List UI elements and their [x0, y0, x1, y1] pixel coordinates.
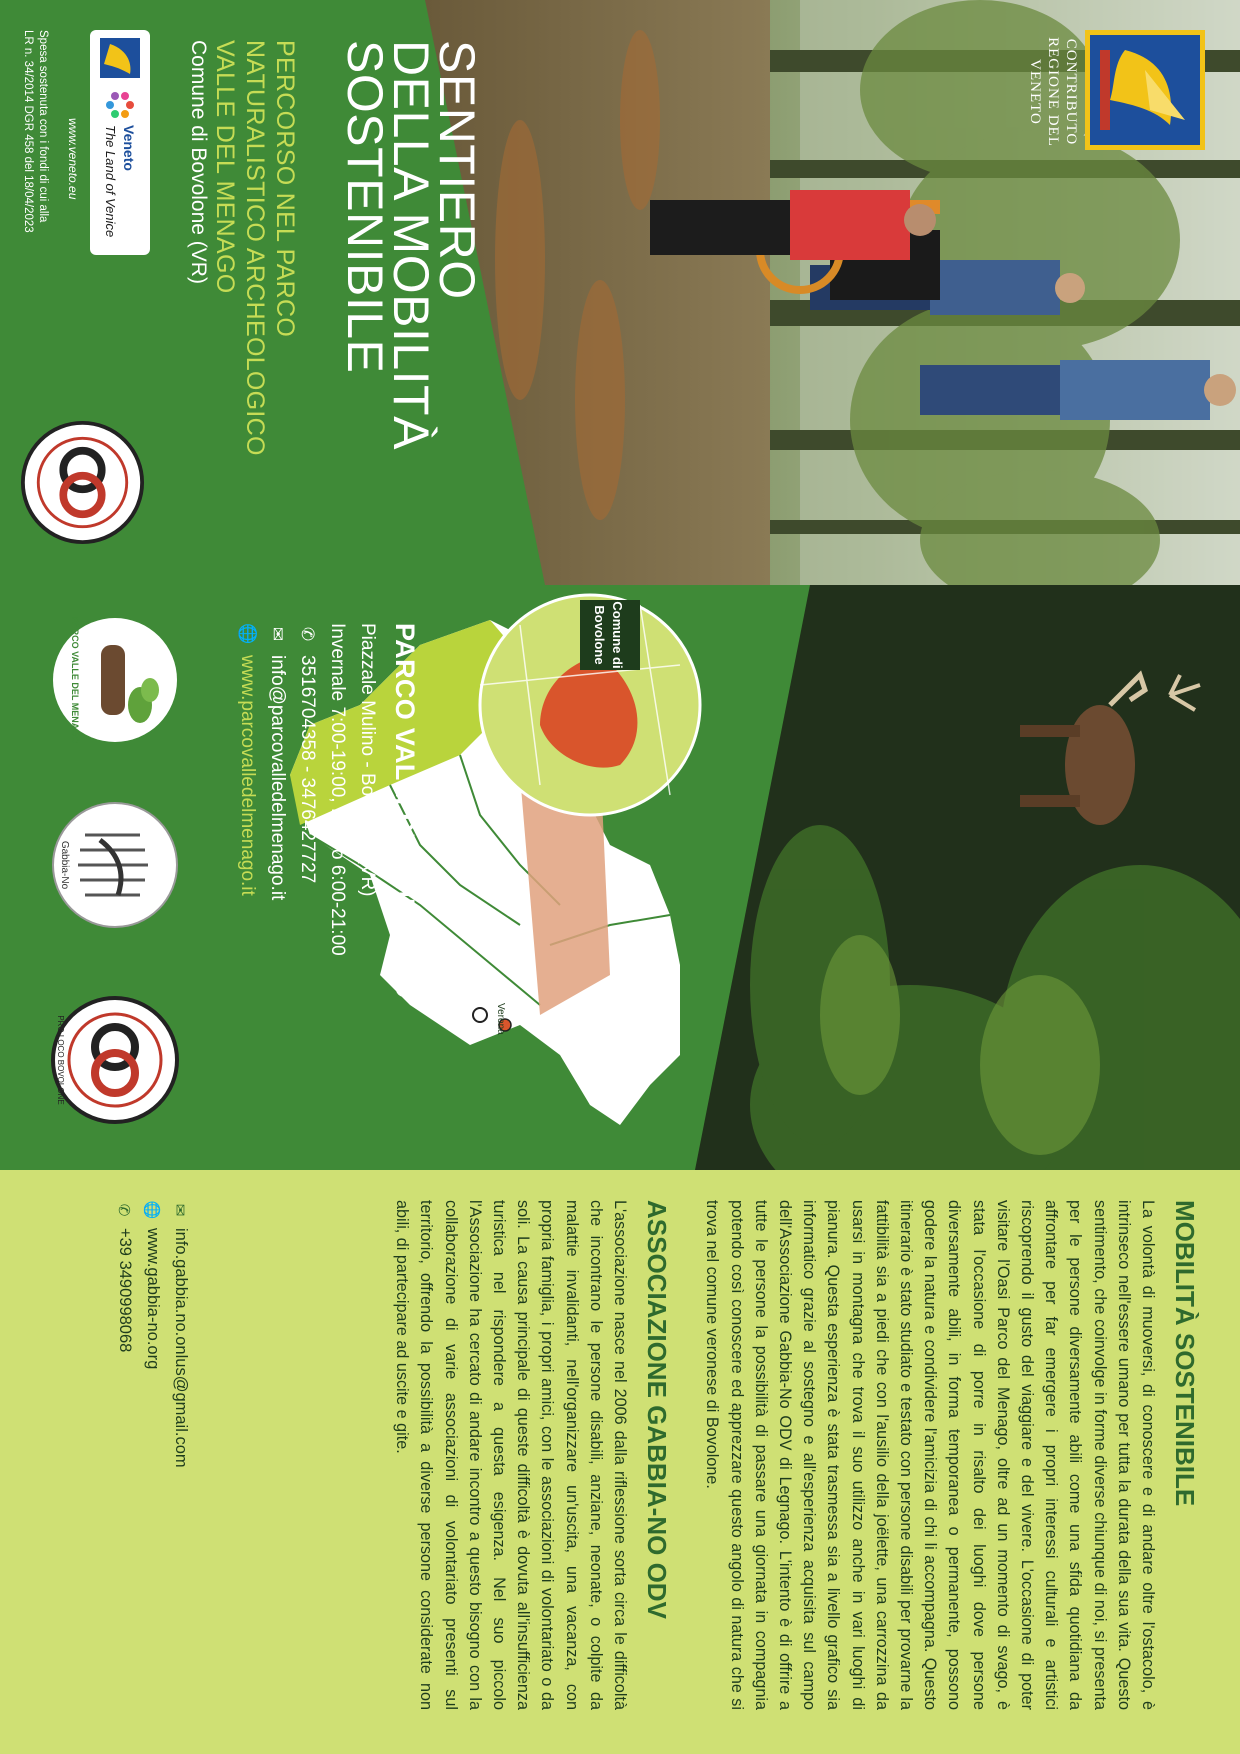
gabbia-phone-row: [115, 1200, 134, 1352]
gabbia-phone: +39 3490998068: [116, 1228, 134, 1353]
globe-icon: 🌐: [238, 623, 257, 645]
parco-name: PARCO VALLI DEL MENAGO: [390, 623, 420, 999]
cover-comune: Comune di Bovolone (VR): [187, 40, 210, 284]
pro-loco-logo: [50, 995, 180, 1125]
comune-label-line2: Bovolone: [592, 605, 607, 665]
funding-note-line: Spesa sostenuta con i fondi di cui alla: [37, 30, 49, 223]
contributo-regione-text: [1026, 22, 1080, 162]
regione-veneto-logo: [1085, 30, 1205, 150]
cover-subtitle-line: PERCORSO NEL PARCO: [271, 40, 299, 338]
verona-marker: [473, 1008, 487, 1022]
cover-title-line: DELLA MOBILITÀ: [383, 40, 439, 450]
cover-title-line: SENTIERO: [429, 40, 485, 300]
gabbia-email-row: [171, 1200, 190, 1468]
envelope-icon: ✉: [171, 1203, 189, 1217]
parco-email-row: [266, 623, 288, 900]
land-of-venice-logo: [90, 30, 150, 255]
text-panel: [0, 1170, 1240, 1754]
gabbia-website: www.gabbia-no.org: [144, 1228, 162, 1370]
paragraph-associazione: L'associazione nasce nel 2006 dalla riflessione sorta circa le difficoltà che incontrano le persone disabili, anziane, neonate, o colpite da malattie invalidanti, nell'organizzare un'uscita, una vacanza, con propria famiglia, i propri amici, con le associazioni di volontariato o da soli. La causa principale di queste difficoltà è dovuta all'insufficienza turistica nel rispondere a questa esigenza. Nel suo piccolo l'Associazione ha cercato di andare incontro a questo bisogno con la collaborazione di varie associazioni di volontariato presenti sul territorio, offrendo la possibilità a diverse persone considerate non abili, di partecipare ad uscite e gite.: [393, 1200, 629, 1710]
phone-icon: ✆: [115, 1203, 133, 1217]
verona-label: Verona: [495, 1003, 506, 1035]
gabbia-email: info.gabbia.no.onlus@gmail.com: [172, 1228, 190, 1468]
parco-web-row: [236, 623, 258, 896]
cover-title-line: SOSTENIBILE: [337, 40, 393, 374]
parco-logo-text: PARCO VALLE DEL MENAGO: [70, 616, 80, 744]
funding-note: [20, 30, 50, 330]
phone-icon: ✆: [298, 626, 317, 642]
regione-line: REGIONE DEL VENETO: [1027, 37, 1061, 147]
comune-label-line1: Comune di: [610, 601, 625, 669]
pro-loco-logo: [20, 420, 145, 545]
globe-icon: 🌐: [143, 1200, 161, 1220]
parco-email: info@parcovalledelmenago.it: [267, 655, 288, 901]
paragraph-mobilita: La volontà di muoversi, di conoscere e di andare oltre l'ostacolo, è intrinseco nell'essere umano per tutta la durata della sua vita. Questo sentimento, che coinvolge in forme diverse chiunque di noi, si presenta per le persone diversamente abili come una sfida quotidiana da affrontare per far emergere i propri interessi culturali e artistici riscoprendo il gusto del viaggiare e del vivere. L'occasione di poter visitare l'Oasi Parco del Menago, oltre ad un momento di svago, è stata l'occasione di porre in risalto dei luoghi dove persone diversamente abili, in forma temporanea o permanente, possono godere la natura e condividere l'amicizia di chi li accompagna. Questo itinerario è stato studiato e testato con persone disabili per provarne la fattibilità sia a piedi che con l'ausilio della joëlette, una carrozzina da usarsi in montagna che trova il suo utilizzo anche in vari luoghi di pianura. Questa esperienza è stata trasmessa sia a livello grafico sia informatico grazie al sostegno e all'esperienza acquisita sul campo dell'Associazione Gabbia-No ODV di Legnago. L'intento è di offrire a tutte le persone la possibilità di passare una giornata in compagnia potendo così conoscere ed apprezzare questo angolo di natura che si trova nel comune veronese di Bovolone.: [703, 1200, 1157, 1710]
parco-hours: Invernale 7:00-19:00, Estivo 6:00-21:00: [327, 623, 348, 956]
gabbia-logo-text: Gabbia-No: [59, 840, 70, 890]
envelope-icon: ✉: [268, 626, 287, 642]
contributo-line: CONTRIBUTO: [1063, 38, 1079, 146]
cover-subtitle-line: VALLE DEL MENAGO: [211, 40, 239, 294]
cover-title: [337, 40, 485, 560]
veneto-url: www.veneto.eu: [66, 118, 80, 200]
funding-note-line: LR n. 34/2014 DGR 458 del 18/04/2023: [22, 30, 34, 233]
heading-associazione: ASSOCIAZIONE GABBIA-NO ODV: [642, 1200, 672, 1619]
land-logo-tagline: The Land of Venice: [103, 125, 118, 238]
region-map: [0, 585, 1240, 1170]
parco-valle-menago-logo: [50, 615, 180, 745]
gabbia-web-row: [143, 1200, 162, 1369]
parco-address: Piazzale Mulino - Bovolone (VR): [357, 623, 378, 897]
cover-panel: [0, 0, 1240, 585]
land-logo-veneto: Veneto: [121, 125, 137, 171]
heading-mobilita: MOBILITÀ SOSTENIBILE: [1170, 1200, 1200, 1507]
cover-subtitle-line: NATURALISTICO ARCHEOLOGICO: [241, 40, 269, 456]
parco-phone: 3516704358 - 3476427727: [297, 655, 318, 884]
gabbia-no-logo: [50, 800, 180, 930]
prococo-logo-text: PRO LOCO BOVOLONE: [56, 1015, 65, 1105]
parco-website: www.parcovalledelmenago.it: [237, 655, 258, 896]
map-panel: [0, 585, 1240, 1170]
parco-phone-row: [296, 623, 318, 883]
cover-subtitle: [210, 40, 300, 560]
